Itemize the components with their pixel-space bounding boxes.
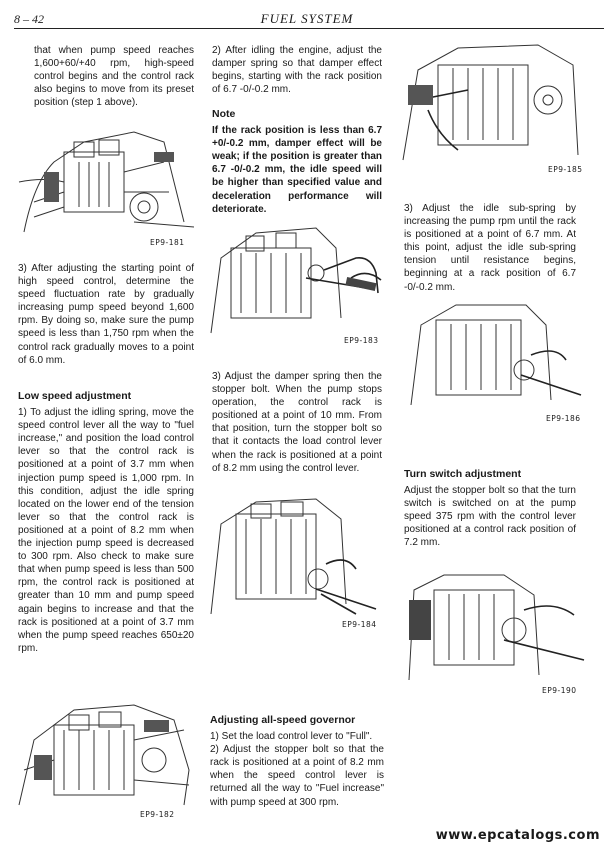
step-3-damper-text: 3) Adjust the damper spring then the stopper bolt. When the pump stops operation, the control rack is positioned at a point of 10 mm. From that position, turn the stopper bolt so that it contacts the load control lever when the rack is positioned at a point of 8.2 mm using the control lever. <box>212 371 382 474</box>
page-header <box>0 0 614 30</box>
col1-step3 <box>18 262 194 367</box>
low-speed-step-1: 1) To adjust the idling spring, move the speed control lever all the way to "fuel increase," and position the load control lever so that the control rack is positioned at a point of 3.7 mm when injection pump speed is 1,000 rpm. In this condition, adjust the idle spring located on the lower end of the tension lever so that the control rack is positioned at a point of 8.2 mm when the injection pump speed is decreased to 300 rpm. Also check to make sure that when pump speed is less than 500 rpm, the control rack is positioned at greater than 10 mm and pump speed again begins to increase and that the rack is positioned at a point of 3.7 mm when the pump speed reaches 650±20 rpm. <box>18 407 194 654</box>
step-3-text: 3) After adjusting the starting point of high speed control, determine the speed fluctuation rate by gradually increasing pump speed beyond 1,600 rpm. By doing so, make sure the pump speed is less than 1,750 rpm when the control rack gradually moves to a point of 6.0 mm. <box>18 263 194 366</box>
figure-ep9-184 <box>206 494 386 618</box>
turn-switch-heading: Turn switch adjustment <box>404 468 522 480</box>
figure-caption-ep9-183: EP9-183 <box>344 336 379 345</box>
figure-caption-ep9-190: EP9-190 <box>542 686 577 695</box>
figure-caption-ep9-185: EP9-185 <box>548 165 583 174</box>
turn-switch-text: Adjust the stopper bolt so that the turn switch is switched on at the pump speed 375 rpm with the control lever positioned at a control rack position of 7.2 mm. <box>404 485 576 549</box>
col2-step3 <box>212 370 382 475</box>
low-speed-section <box>18 390 194 655</box>
figure-ep9-185 <box>398 40 584 164</box>
turn-switch-section <box>404 468 576 550</box>
figure-caption-ep9-186: EP9-186 <box>546 414 581 423</box>
header-rule <box>14 28 604 29</box>
note-label: Note <box>212 108 236 120</box>
all-speed-step-1: 1) Set the load control lever to "Full". <box>210 731 373 743</box>
figure-ep9-182 <box>14 700 198 812</box>
all-speed-step-2: 2) Adjust the stopper bolt so that the rack is positioned at a point of 8.2 mm when the speed control lever is returned all the way to "Fuel increase" with pump speed at 300 rpm. <box>210 744 384 808</box>
all-speed-heading: Adjusting all-speed governor <box>210 714 356 726</box>
col1-paragraph: that when pump speed reaches 1,600+60/+40 rpm, high-speed control begins and the control rack also begins to move from its preset position (step 1 above). <box>34 45 194 109</box>
figure-caption-ep9-184: EP9-184 <box>342 620 377 629</box>
col3-step3 <box>404 202 576 294</box>
note-text: If the rack position is less than 6.7 +0/-0.2 mm, damper effect will be weak; if the position is greater than 6.7 -0/-0.2 mm, the idle speed will be higher than specified value and deceleration performance will deteriorate. <box>212 125 382 215</box>
col1-intro <box>34 44 194 109</box>
idle-sub-spring-step: 3) Adjust the idle sub-spring by increasing the pump rpm until the rack is positioned at a point of 6.7 mm. At this point, adjust the idle sub-spring tension until resistance begins, beginning at a rack position of 6.7 -0/-0.2 mm. <box>404 203 576 293</box>
page-title: FUEL SYSTEM <box>260 11 354 26</box>
low-speed-heading: Low speed adjustment <box>18 390 132 402</box>
figure-caption-ep9-181: EP9-181 <box>150 238 185 247</box>
step-2-text: 2) After idling the engine, adjust the damper spring so that damper effect begins, starting with the rack position of 6.7 -0/-0.2 mm. <box>212 45 382 96</box>
figure-caption-ep9-182: EP9-182 <box>140 810 175 819</box>
all-speed-governor-section <box>210 714 384 809</box>
footer-url[interactable]: www.epcatalogs.com <box>435 828 600 843</box>
col2-step2 <box>212 44 382 96</box>
figure-ep9-181 <box>14 122 198 238</box>
figure-ep9-183 <box>206 218 386 336</box>
figure-ep9-186 <box>406 300 586 412</box>
page-number: 8 – 42 <box>14 12 44 26</box>
note-block <box>212 108 382 216</box>
figure-ep9-190 <box>404 570 588 684</box>
